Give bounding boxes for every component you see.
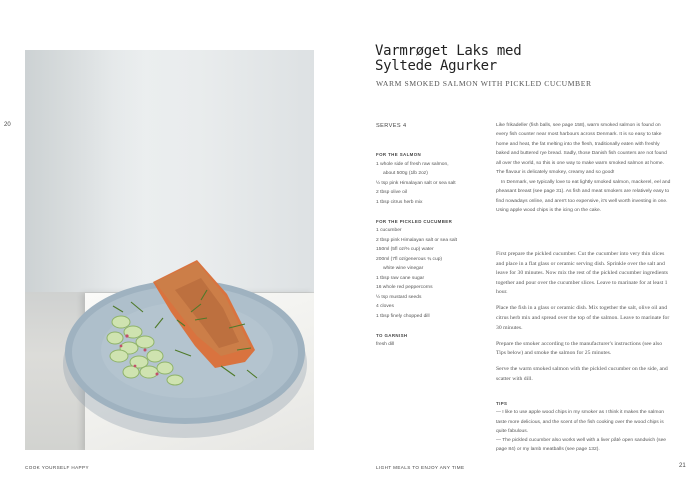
pickled-cucumber-ingredients xyxy=(376,226,486,321)
ingredient-item: 1 cucumber xyxy=(376,228,402,233)
ingredient-item: about 500g (1lb 2oz) xyxy=(383,171,428,176)
method-step: Prepare the smoker according to the manufacturer's instructions (see also Tips below) and smoke the salmon for 25 minutes. xyxy=(496,340,663,357)
recipe-method xyxy=(496,250,671,391)
ingredient-item: ½ tsp mustard seeds xyxy=(376,294,422,300)
ingredient-item: 1 tbsp finely chopped dill xyxy=(376,313,430,319)
ingredient-item: white wine vinegar xyxy=(383,266,424,271)
ingredient-item: fresh dill xyxy=(376,342,395,347)
recipe-subtitle: WARM SMOKED SALMON WITH PICKLED CUCUMBER xyxy=(376,79,592,88)
ingredient-item: 2 tbsp pink Himalayan salt or sea salt xyxy=(376,237,458,243)
page-number-right: 21 xyxy=(679,463,686,469)
garnish-ingredients xyxy=(376,340,486,350)
ingredient-item: 16 whole red peppercorns xyxy=(376,285,433,290)
ingredient-item: 1 tbsp raw cane sugar xyxy=(376,275,425,281)
tip-item: — The pickled cucumber also works well with a liver pâté open sandwich (see page 84) or my lamb meatballs (see page 132). xyxy=(496,438,667,453)
method-step: Place the fish in a glass or ceramic dish. Mix together the salt, olive oil and citrus herb mix and spread over the top of the salmon. Leave to marinate for 30 minutes. xyxy=(496,305,670,331)
serves-label: SERVES 4 xyxy=(376,123,407,129)
recipe-tips xyxy=(496,399,672,455)
ingredient-item: 4 cloves xyxy=(376,304,394,309)
intro-paragraph: Like frikadeller (fish balls, see page 158), warm smoked salmon is found on every fish counter near most harbours across Denmark. It is so easy to take home and heat, the fat melting into the flesh, traditionally eaten with freshly baked and buttered rye bread. Sadly, those Danish fish counters are not found all over the world, so this is one way to make warm smoked salmon at home. The flavour is delicately smokey, creamy and so good! xyxy=(496,123,667,176)
plated-salmon-photo xyxy=(25,50,314,450)
recipe-title: Varmrøget Laks med Syltede Agurker xyxy=(375,43,522,74)
ingredient-item: 150ml (5fl oz/⅔ cup) water xyxy=(376,247,434,252)
method-step: Serve the warm smoked salmon with the pickled cucumber on the side, and scatter with dill. xyxy=(496,366,668,383)
ingredient-item: 2 tbsp olive oil xyxy=(376,190,407,195)
page-number-left: 20 xyxy=(4,122,11,128)
salmon-heading: FOR THE SALMON xyxy=(376,152,422,157)
salmon-ingredients xyxy=(376,160,486,208)
ingredient-item: 1 tbsp citrus herb mix xyxy=(376,199,423,205)
pickled-cucumber-heading: FOR THE PICKLED CUCUMBER xyxy=(376,218,453,224)
footer-left: COOK YOURSELF HAPPY xyxy=(25,465,89,470)
garnish-heading: TO GARNISH xyxy=(376,332,408,338)
recipe-intro xyxy=(496,121,671,216)
tips-heading: TIPS xyxy=(496,401,508,406)
ingredients-column xyxy=(376,150,486,350)
ingredient-item: ½ tsp pink Himalayan salt or sea salt xyxy=(376,180,456,186)
plate-illustration xyxy=(25,50,314,450)
ingredient-item: 200ml (7fl oz/generous ¾ cup) xyxy=(376,256,443,262)
method-step: First prepare the pickled cucumber. Cut the cucumber into very thin slices and place in a flat glass or ceramic serving dish. Sprinkle over the salt and leave for 30 minutes. Now mix the rest of the pickled cucumber ingredients together and pour over the cucumber slices. Leave to marinate for at least 1 hour. xyxy=(496,251,668,296)
ingredient-item: 1 whole side of fresh raw salmon, xyxy=(376,161,449,167)
footer-right: LIGHT MEALS TO ENJOY ANY TIME xyxy=(376,465,465,470)
intro-paragraph: In Denmark, we typically love to eat lightly smoked salmon, mackerel, eel and pheasant breast (see page 31). As fish and meat smokers are relatively easy to find nowadays online, and aren't too expensive, it's well worth investing in one. Using apple wood chips is the icing on the cake. xyxy=(496,179,671,214)
tip-item: — I like to use apple wood chips in my smoker as I think it makes the salmon taste more delicious, and the scent of the fish cooking over the wood chips is quite fabulous. xyxy=(496,410,664,434)
